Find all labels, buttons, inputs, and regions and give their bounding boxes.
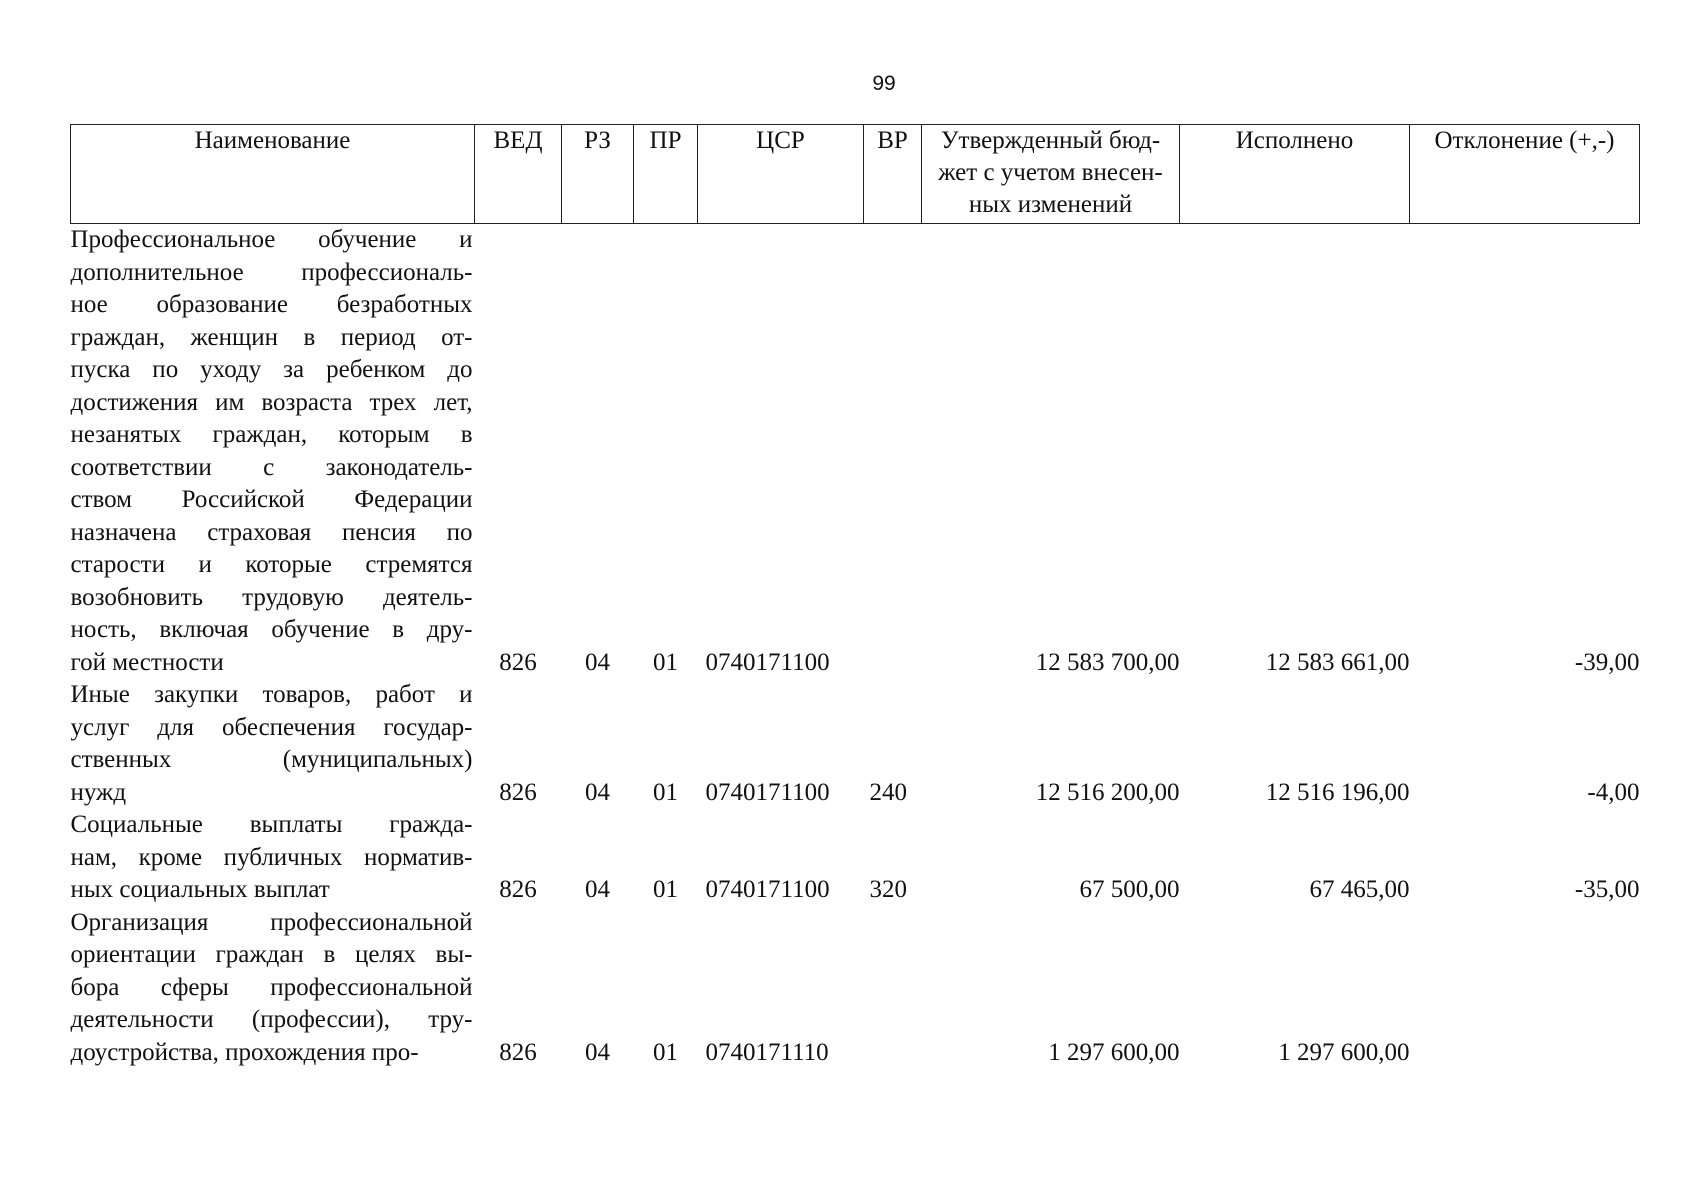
cell-rz: 04: [585, 876, 610, 903]
cell-rz: 04: [585, 1038, 610, 1066]
cell-vr: [864, 907, 922, 1070]
cell-deviation: [1410, 907, 1640, 1070]
cell-vr: 240: [869, 778, 907, 806]
row-name-line: назначена страховая пенсия по: [70, 518, 473, 546]
row-name-line: нам, кроме публичных норматив-: [70, 843, 473, 871]
cell-vr: [864, 224, 922, 680]
row-name-line: старости и которые стремятся: [70, 551, 473, 578]
row-name-line: соответствии с законодатель-: [70, 453, 473, 481]
cell-csr: 0740171100: [705, 876, 830, 903]
row-name-line: ориентации граждан в целях вы-: [70, 941, 473, 968]
row-name-line: ность, включая обучение в дру-: [70, 616, 473, 643]
cell-csr: 0740171100: [705, 778, 830, 806]
cell-ved: 826: [499, 1038, 537, 1066]
cell-deviation: -35,00: [1574, 876, 1640, 903]
cell-deviation: -39,00: [1574, 648, 1640, 676]
table-row: [71, 907, 1640, 1070]
row-name-line: Иные закупки товаров, работ и: [70, 681, 473, 708]
row-name-line: бора сферы профессиональной: [70, 973, 473, 1001]
row-name-cell: [71, 224, 475, 680]
cell-executed: 67 465,00: [1309, 876, 1410, 903]
page-number: 99: [872, 72, 896, 95]
cell-ved: 826: [499, 876, 537, 903]
table-row: [71, 809, 1640, 907]
cell-approved: 12 516 200,00: [1035, 778, 1180, 806]
row-name-line: Профессиональное обучение и: [70, 226, 473, 253]
row-name-line: Социальные выплаты гражда-: [70, 811, 473, 838]
row-name-line: деятельности (профессии), тру-: [70, 1006, 473, 1033]
row-name-line: услуг для обеспечения государ-: [70, 713, 473, 741]
row-name-cell: [71, 809, 475, 907]
row-name-line: незанятых граждан, которым в: [70, 421, 473, 448]
cell-pr: 01: [653, 778, 678, 806]
cell-executed: 12 516 196,00: [1265, 778, 1410, 806]
approved-header-line: жет с учетом внесен-: [938, 159, 1163, 186]
row-name-line: достижения им возраста трех лет,: [70, 388, 473, 416]
approved-header-line: Утвержденный бюд-: [940, 127, 1161, 154]
cell-deviation: -4,00: [1587, 778, 1640, 806]
column-header-name: Наименование: [71, 125, 475, 224]
cell-vr: 320: [869, 876, 907, 903]
row-name-line: гой местности: [70, 648, 224, 676]
row-name-cell: [71, 679, 475, 809]
column-header-rz: РЗ: [562, 125, 634, 224]
cell-executed: 1 297 600,00: [1278, 1038, 1410, 1066]
row-name-line: ством Российской Федерации: [70, 486, 473, 513]
cell-approved: 1 297 600,00: [1048, 1038, 1180, 1066]
cell-pr: 01: [653, 648, 678, 676]
row-name-line: доустройства, прохождения про-: [70, 1038, 419, 1066]
column-header-vr: ВР: [864, 125, 922, 224]
row-name-cell: [71, 907, 475, 1070]
column-header-deviation: Отклонение (+,-): [1410, 125, 1640, 224]
column-header-approved: [922, 125, 1180, 224]
table-row: [71, 224, 1640, 680]
cell-ved: 826: [499, 648, 537, 676]
row-name-line: нужд: [70, 778, 127, 806]
column-header-csr: ЦСР: [698, 125, 864, 224]
cell-pr: 01: [653, 1038, 678, 1066]
cell-rz: 04: [585, 648, 610, 676]
table-row: [71, 679, 1640, 809]
column-header-executed: Исполнено: [1180, 125, 1410, 224]
cell-pr: 01: [653, 876, 678, 903]
row-name-line: Организация профессиональной: [70, 908, 473, 936]
cell-approved: 67 500,00: [1079, 876, 1180, 903]
row-name-line: дополнительное профессиональ-: [70, 258, 473, 286]
row-name-line: граждан, женщин в период от-: [70, 323, 473, 351]
column-header-pr: ПР: [634, 125, 698, 224]
row-name-line: возобновить трудовую деятель-: [70, 583, 473, 611]
cell-ved: 826: [499, 778, 537, 806]
cell-csr: 0740171110: [705, 1038, 829, 1066]
row-name-line: ственных (муниципальных): [70, 746, 473, 773]
cell-csr: 0740171100: [705, 648, 830, 676]
column-header-ved: ВЕД: [475, 125, 562, 224]
cell-executed: 12 583 661,00: [1265, 648, 1410, 676]
table-header: [71, 125, 1640, 224]
row-name-line: ное образование безработных: [70, 291, 473, 318]
row-name-line: пуска по уходу за ребенком до: [70, 356, 473, 383]
approved-header-line: ных изменений: [968, 191, 1133, 218]
table-body: [71, 224, 1640, 1070]
budget-execution-table: [70, 124, 1640, 1069]
cell-approved: 12 583 700,00: [1035, 648, 1180, 676]
row-name-line: ных социальных выплат: [70, 876, 330, 903]
cell-rz: 04: [585, 778, 610, 806]
